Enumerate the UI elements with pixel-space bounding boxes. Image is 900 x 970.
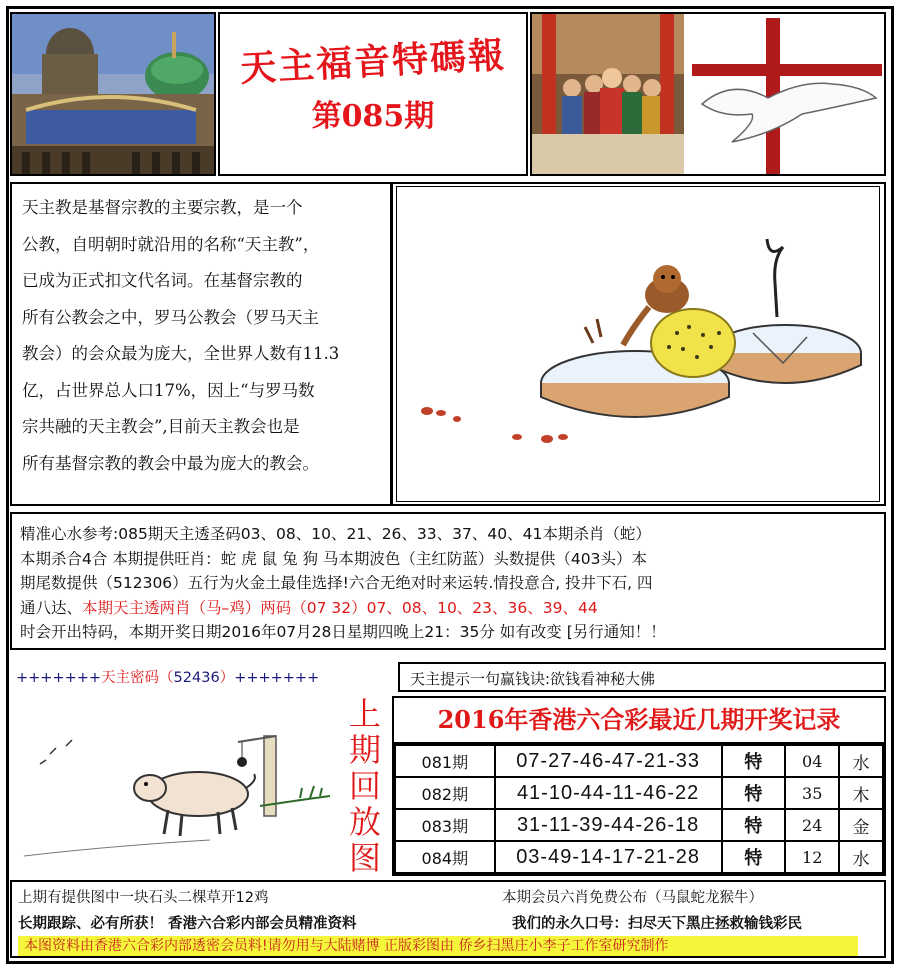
hint-text: 天主提示一句赢钱诀:欲钱看神秘大佛	[410, 670, 656, 688]
footer-disclaimer: 本图资料由香港六合彩内部透密会员料!请勿用与大陆赌博 正版彩图由 侨乡扫黑庄小李子工作室研究制作	[18, 936, 858, 956]
intro-line: 所有基督宗教的教会中最为庞大的教会。	[22, 453, 319, 473]
period-cell: 083期	[395, 809, 495, 841]
secret-code-line	[16, 666, 319, 687]
table-row	[395, 745, 883, 777]
intro-line: 天主教是基督宗教的主要宗教，是一个	[22, 198, 303, 217]
info-line: 时会开出特码，本期开奖日期2016年07月28日星期四晚上21：35分 如有改变 [另行通知！！	[20, 623, 666, 641]
element-cell: 水	[839, 841, 883, 873]
footer-slogan: 长期跟踪、必有所获！ 香港六合彩内部会员精准资料	[18, 916, 357, 932]
intro-line: 宗共融的天主教会”,目前天主教会也是	[22, 417, 300, 436]
period-cell: 084期	[395, 841, 495, 873]
period-cell: 081期	[395, 745, 495, 777]
code-label: 天主密码（	[101, 670, 174, 686]
element-cell: 木	[839, 777, 883, 809]
intro-section	[10, 182, 886, 506]
monkey-riddle-picture	[396, 186, 880, 502]
intro-line: 所有公教会之中，罗马公教会（罗马天主	[22, 307, 319, 327]
intro-line: 教会）的会众最为庞大，全世界人数有11.3	[22, 344, 340, 363]
footer-last-issue-note: 上期有提供图中一块石头二棵草开12鸡	[18, 890, 269, 906]
issue-number: 第085期	[311, 99, 435, 134]
last-supper-cross-image	[530, 12, 886, 176]
last-issue-picture	[10, 696, 336, 876]
numbers-cell: 07-27-46-47-21-33	[495, 745, 722, 777]
info-line-prefix: 通八达、	[20, 598, 83, 617]
review-label-char: 放	[348, 803, 381, 841]
table-row	[395, 841, 883, 873]
table-row	[395, 809, 883, 841]
table-row	[395, 777, 883, 809]
review-label-char: 图	[348, 839, 381, 877]
element-cell: 水	[839, 745, 883, 777]
special-mark-cell: 特	[722, 841, 786, 873]
header-title-area	[218, 12, 528, 176]
element-cell: 金	[839, 809, 883, 841]
info-highlight: 本期天主透两肖（马–鸡）两码（07 32）07、08、10、23、36、39、44	[82, 598, 598, 617]
results-table	[394, 744, 884, 874]
special-mark-cell: 特	[722, 777, 786, 809]
secret-code-value: 52436	[173, 670, 220, 686]
info-line	[20, 596, 876, 621]
prediction-info-text	[20, 522, 876, 645]
special-mark-cell: 特	[722, 745, 786, 777]
hint-area	[398, 662, 886, 692]
intro-divider	[390, 184, 393, 504]
cathedral-image	[10, 12, 216, 176]
intro-line: 已成为正式扣文代名词。在基督宗教的	[22, 271, 303, 290]
review-label-char: 上	[348, 695, 381, 733]
footer-section	[10, 880, 886, 958]
numbers-cell: 31-11-39-44-26-18	[495, 809, 722, 841]
intro-line: 亿，占世界总人口17%，因上“与罗马数	[22, 380, 315, 400]
code-suffix: +++++++	[234, 670, 320, 686]
footer-member-zodiac: 本期会员六肖免费公布（马鼠蛇龙猴牛）	[502, 890, 763, 906]
intro-line: 公教，自明朝时就沿用的名称“天主教”，	[22, 234, 320, 254]
review-label-char: 期	[348, 731, 381, 769]
special-number-cell: 24	[785, 809, 839, 841]
special-number-cell: 12	[785, 841, 839, 873]
special-number-cell: 35	[785, 777, 839, 809]
newspaper-title: 天主福音特碼報	[239, 34, 508, 90]
footer-motto: 我们的永久口号：扫尽天下黑庄拯救输钱彩民	[512, 916, 802, 932]
draw-results-panel	[392, 696, 886, 876]
code-prefix: +++++++	[16, 670, 102, 686]
numbers-cell: 03-49-14-17-21-28	[495, 841, 722, 873]
special-number-cell: 04	[785, 745, 839, 777]
results-title: 2016年香港六合彩最近几期开奖记录	[394, 698, 884, 744]
period-cell: 082期	[395, 777, 495, 809]
secret-code-area	[10, 662, 390, 692]
review-label-char: 回	[348, 767, 381, 805]
info-line: 精准心水参考:085期天主透圣码03、08、10、21、26、33、37、40、41本期杀肖（蛇）	[20, 525, 651, 543]
prediction-info-section	[10, 512, 886, 650]
info-line: 期尾数提供（512306）五行为火金土最佳选择!六合无绝对时来运转.情投意合, 投井下石, 四	[20, 574, 653, 592]
last-issue-review-label	[338, 696, 392, 876]
special-mark-cell: 特	[722, 809, 786, 841]
numbers-cell: 41-10-44-11-46-22	[495, 777, 722, 809]
code-close: ）	[219, 670, 235, 686]
intro-paragraph	[22, 190, 384, 482]
info-line: 本期杀合4合 本期提供旺肖：蛇 虎 鼠 兔 狗 马本期波色（主红防蓝）头数提供（403头）本	[20, 549, 648, 568]
